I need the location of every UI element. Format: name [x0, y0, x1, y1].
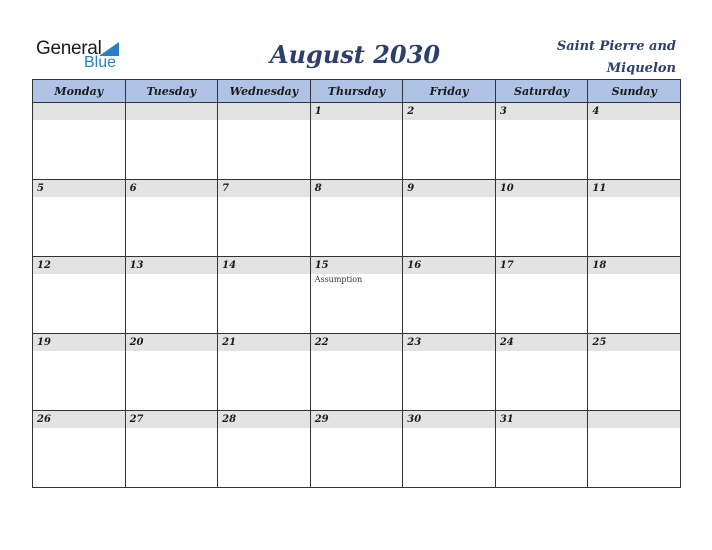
weekday-header: Thursday	[310, 80, 403, 103]
day-cell	[588, 180, 681, 257]
day-cell	[310, 103, 403, 180]
day-cell	[218, 103, 311, 180]
day-number: 25	[588, 334, 680, 351]
day-number: 9	[403, 180, 495, 197]
day-cell	[218, 411, 311, 488]
day-cell	[310, 257, 403, 334]
day-cell	[33, 257, 126, 334]
day-number: 8	[311, 180, 403, 197]
day-number: 19	[33, 334, 125, 351]
day-number: 20	[126, 334, 218, 351]
weekday-header: Sunday	[588, 80, 681, 103]
region-name: Saint Pierre and Miquelon	[556, 39, 676, 76]
calendar-body	[33, 103, 681, 488]
weekday-header-row	[33, 80, 681, 103]
day-cell	[125, 411, 218, 488]
day-number: 7	[218, 180, 310, 197]
day-cell	[588, 257, 681, 334]
day-number	[588, 411, 680, 428]
week-row	[33, 103, 681, 180]
day-cell	[495, 103, 588, 180]
calendar-grid	[32, 79, 681, 488]
day-cell	[218, 257, 311, 334]
day-cell	[218, 180, 311, 257]
day-cell	[218, 334, 311, 411]
day-number	[126, 103, 218, 120]
day-number: 28	[218, 411, 310, 428]
day-number: 5	[33, 180, 125, 197]
day-cell	[495, 257, 588, 334]
day-cell	[33, 180, 126, 257]
day-cell	[125, 103, 218, 180]
week-row	[33, 180, 681, 257]
day-cell	[310, 180, 403, 257]
day-cell	[403, 103, 496, 180]
day-number: 23	[403, 334, 495, 351]
day-cell	[125, 180, 218, 257]
logo-blue-text: Blue	[84, 54, 117, 71]
day-number: 2	[403, 103, 495, 120]
day-number: 17	[496, 257, 588, 274]
brand-logo	[36, 38, 136, 74]
day-number: 29	[311, 411, 403, 428]
day-number	[218, 103, 310, 120]
day-number: 16	[403, 257, 495, 274]
day-cell	[125, 257, 218, 334]
day-cell	[33, 411, 126, 488]
week-row	[33, 257, 681, 334]
day-number: 31	[496, 411, 588, 428]
day-cell	[495, 334, 588, 411]
day-number: 30	[403, 411, 495, 428]
day-cell	[310, 334, 403, 411]
day-number: 12	[33, 257, 125, 274]
weekday-header: Tuesday	[125, 80, 218, 103]
logo-general-text: General	[36, 38, 102, 59]
day-number: 3	[496, 103, 588, 120]
day-cell	[403, 334, 496, 411]
day-number: 22	[311, 334, 403, 351]
day-number: 6	[126, 180, 218, 197]
weekday-header: Friday	[403, 80, 496, 103]
day-number: 27	[126, 411, 218, 428]
day-cell	[403, 257, 496, 334]
day-cell	[588, 411, 681, 488]
day-cell	[495, 411, 588, 488]
day-cell	[33, 103, 126, 180]
weekday-header: Saturday	[495, 80, 588, 103]
weekday-header: Wednesday	[218, 80, 311, 103]
day-number: 14	[218, 257, 310, 274]
day-number: 26	[33, 411, 125, 428]
day-cell	[588, 334, 681, 411]
day-cell	[403, 180, 496, 257]
weekday-header: Monday	[33, 80, 126, 103]
day-cell	[125, 334, 218, 411]
day-number: 21	[218, 334, 310, 351]
day-cell	[33, 334, 126, 411]
day-number: 24	[496, 334, 588, 351]
day-cell	[310, 411, 403, 488]
day-number: 18	[588, 257, 680, 274]
day-number: 15	[311, 257, 403, 274]
holiday-label: Assumption	[314, 275, 363, 284]
day-number	[33, 103, 125, 120]
day-cell	[495, 180, 588, 257]
week-row	[33, 411, 681, 488]
day-number: 10	[496, 180, 588, 197]
day-cell	[588, 103, 681, 180]
day-number: 11	[588, 180, 680, 197]
week-row	[33, 334, 681, 411]
day-number: 4	[588, 103, 680, 120]
day-number: 1	[311, 103, 403, 120]
calendar-title: August 2030	[269, 40, 441, 69]
day-cell	[403, 411, 496, 488]
day-number: 13	[126, 257, 218, 274]
